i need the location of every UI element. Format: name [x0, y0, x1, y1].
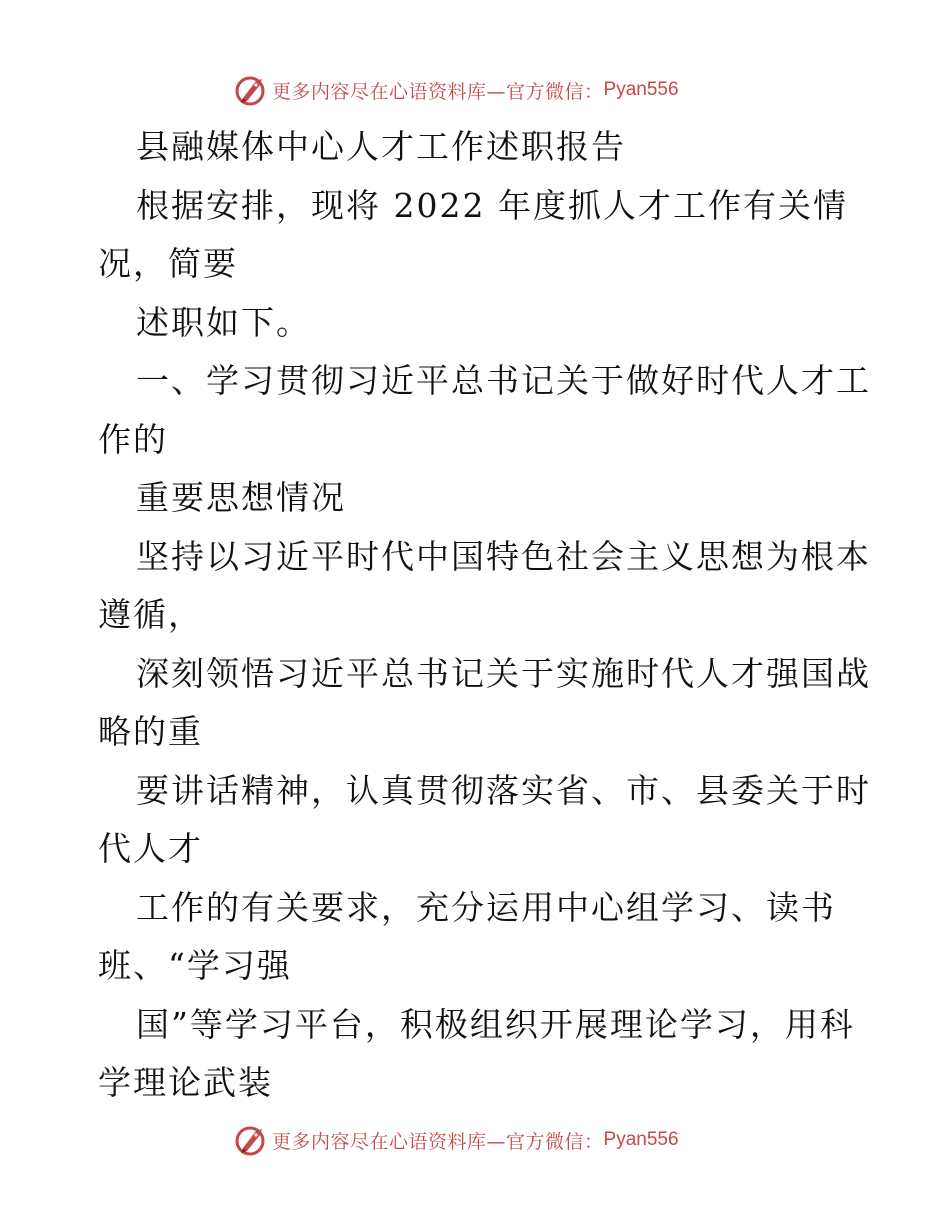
document-line: 学理论武装 [98, 1063, 273, 1102]
document-line: 县融媒体中心人才工作述职报告 [136, 127, 626, 166]
pen-nib-logo-icon [234, 73, 268, 107]
document-line: 遵循， [98, 595, 203, 634]
watermark-text: 更多内容尽在心语资料库—官方微信： [272, 1130, 604, 1153]
document-line: 略的重 [98, 712, 203, 751]
watermark-text: 更多内容尽在心语资料库—官方微信： [272, 80, 604, 103]
watermark-wechat-id: Pyan556 [603, 1129, 679, 1150]
document-line: 况，简要 [98, 244, 238, 283]
footer-watermark [234, 1122, 679, 1158]
pen-nib-logo-icon [234, 1123, 268, 1157]
document-line: 深刻领悟习近平总书记关于实施时代人才强国战 [136, 653, 871, 693]
document-line: 一、学习贯彻习近平总书记关于做好时代人才工 [136, 361, 871, 400]
document-line: 重要思想情况 [136, 478, 346, 517]
header-watermark [234, 72, 679, 108]
document-line: 作的 [98, 419, 168, 459]
document-line: 根据安排，现将 2022 年度抓人才工作有关情 [136, 185, 848, 225]
document-line: 工作的有关要求，充分运用中心组学习、读书 [136, 887, 836, 927]
document-line: 班、“学习强 [98, 946, 292, 985]
watermark-wechat-id: Pyan556 [603, 79, 679, 100]
document-line: 要讲话精神，认真贯彻落实省、市、县委关于时 [136, 770, 871, 810]
document-line: 坚持以习近平时代中国特色社会主义思想为根本 [136, 536, 871, 576]
document-body [98, 118, 878, 1113]
document-line: 述职如下。 [136, 302, 311, 342]
document-line: 国”等学习平台，积极组织开展理论学习，用科 [136, 1004, 855, 1044]
document-line: 代人才 [98, 829, 203, 868]
